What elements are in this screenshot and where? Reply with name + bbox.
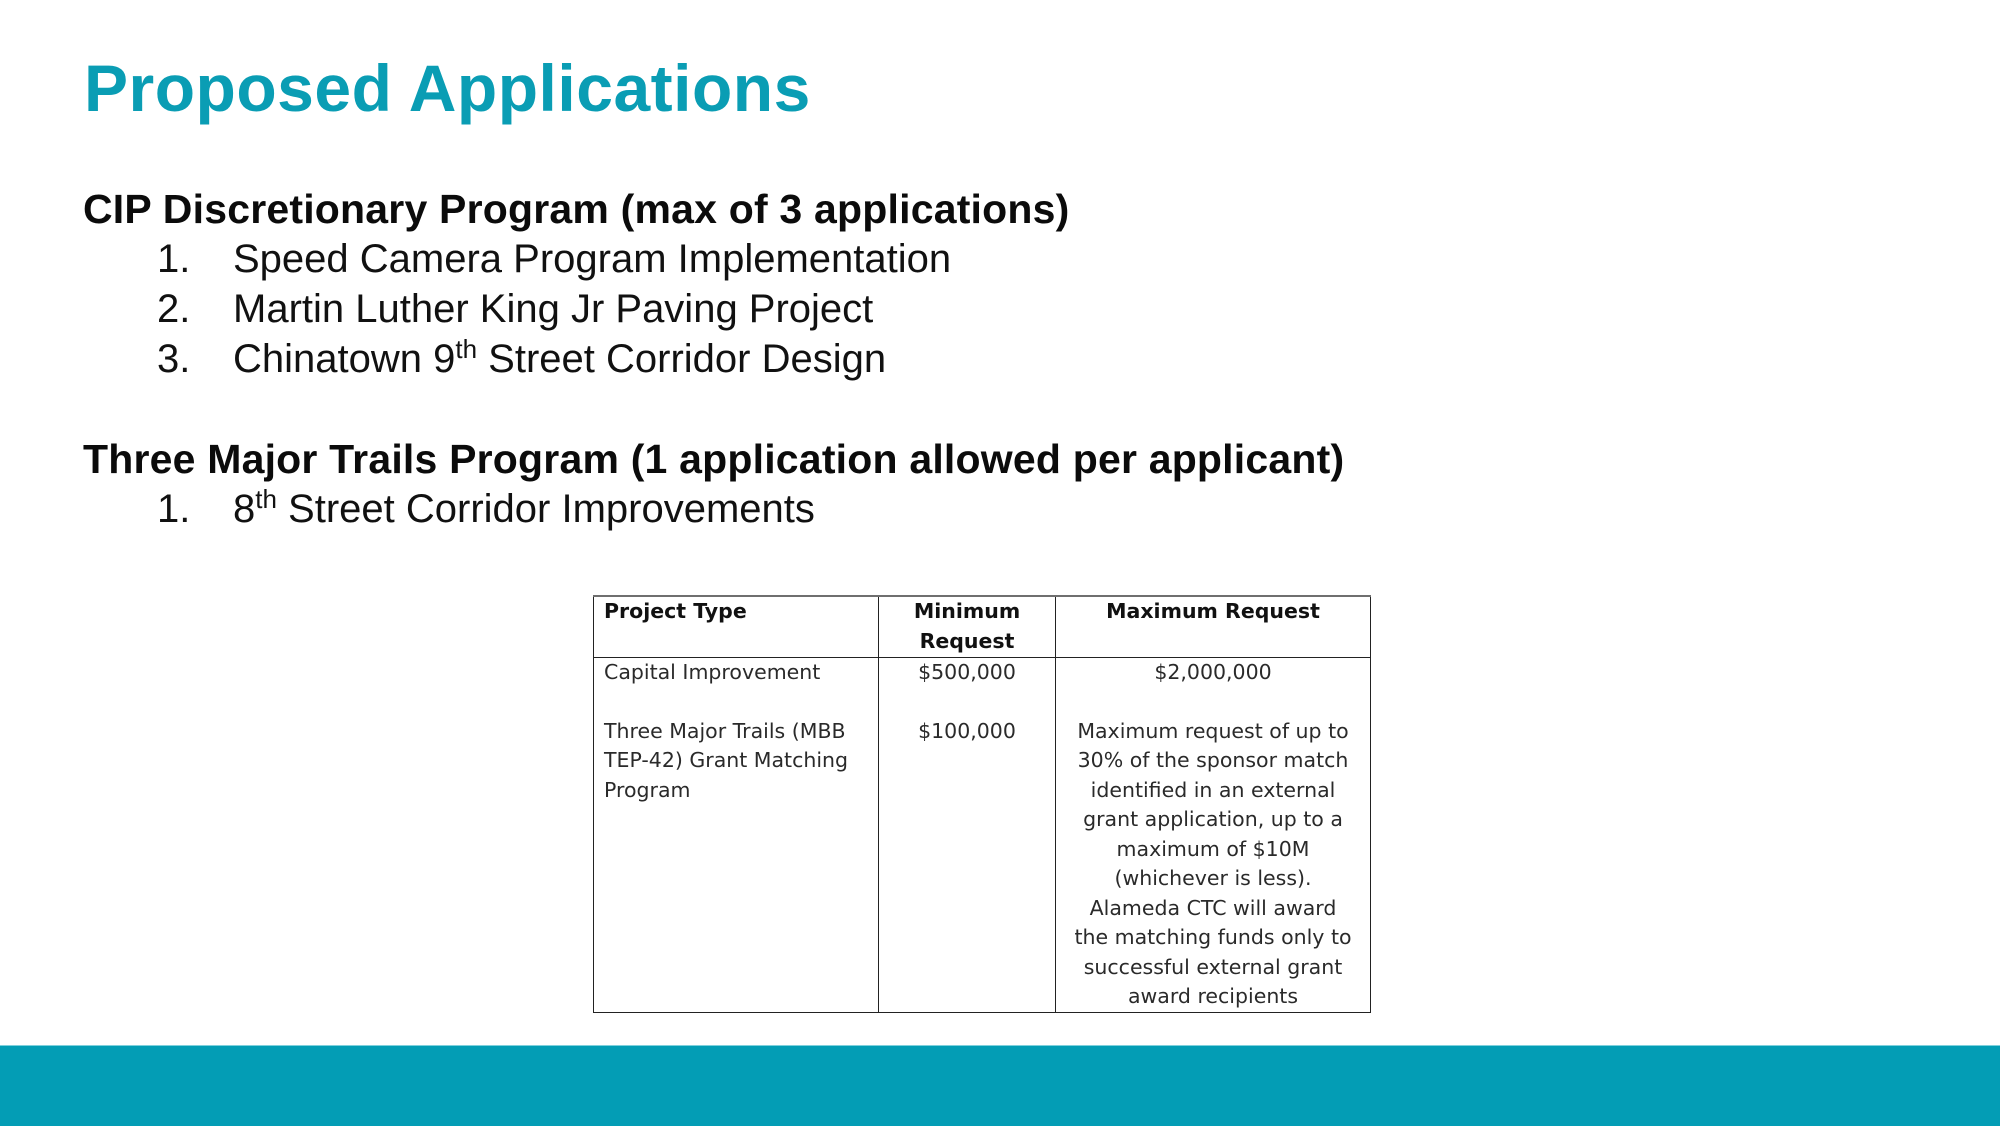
section-heading-cip: CIP Discretionary Program (max of 3 applications) — [83, 186, 1070, 232]
header-project-type: Project Type — [594, 596, 879, 658]
table-header-row — [594, 596, 1371, 658]
list-text: Martin Luther King Jr Paving Project — [233, 287, 874, 331]
header-minimum-request: Minimum Request — [879, 596, 1056, 658]
footer-bar — [0, 1045, 2000, 1126]
request-limits-table-container — [593, 595, 1371, 1013]
list-text: 8th Street Corridor Improvements — [233, 484, 815, 531]
list-number: 1. — [157, 487, 191, 531]
cell-project-type: Three Major Trails (MBB TEP-42) Grant Matching Program — [594, 717, 879, 1013]
cell-min-request: $100,000 — [879, 717, 1056, 1013]
list-number: 3. — [157, 337, 191, 381]
table-row — [594, 717, 1371, 1013]
list-text: Chinatown 9th Street Corridor Design — [233, 334, 887, 381]
table-row — [594, 658, 1371, 688]
slide-title: Proposed Applications — [84, 51, 811, 125]
section-heading-trails: Three Major Trails Program (1 application allowed per applicant) — [83, 436, 1345, 482]
cell-min-request: $500,000 — [879, 658, 1056, 688]
cell-max-request: $2,000,000 — [1056, 658, 1371, 688]
cell-project-type: Capital Improvement — [594, 658, 879, 688]
header-maximum-request: Maximum Request — [1056, 596, 1371, 658]
request-limits-table — [593, 595, 1371, 1013]
list-number: 2. — [157, 287, 191, 331]
list-text: Speed Camera Program Implementation — [233, 237, 952, 281]
list-number: 1. — [157, 237, 191, 281]
table-spacer-row — [594, 688, 1371, 717]
cell-max-request: Maximum request of up to 30% of the sponsor match identified in an external grant application, up to a maximum of $10M (whichever is less). Alameda CTC will award the matching funds only to successful external grant award recipients — [1056, 717, 1371, 1013]
